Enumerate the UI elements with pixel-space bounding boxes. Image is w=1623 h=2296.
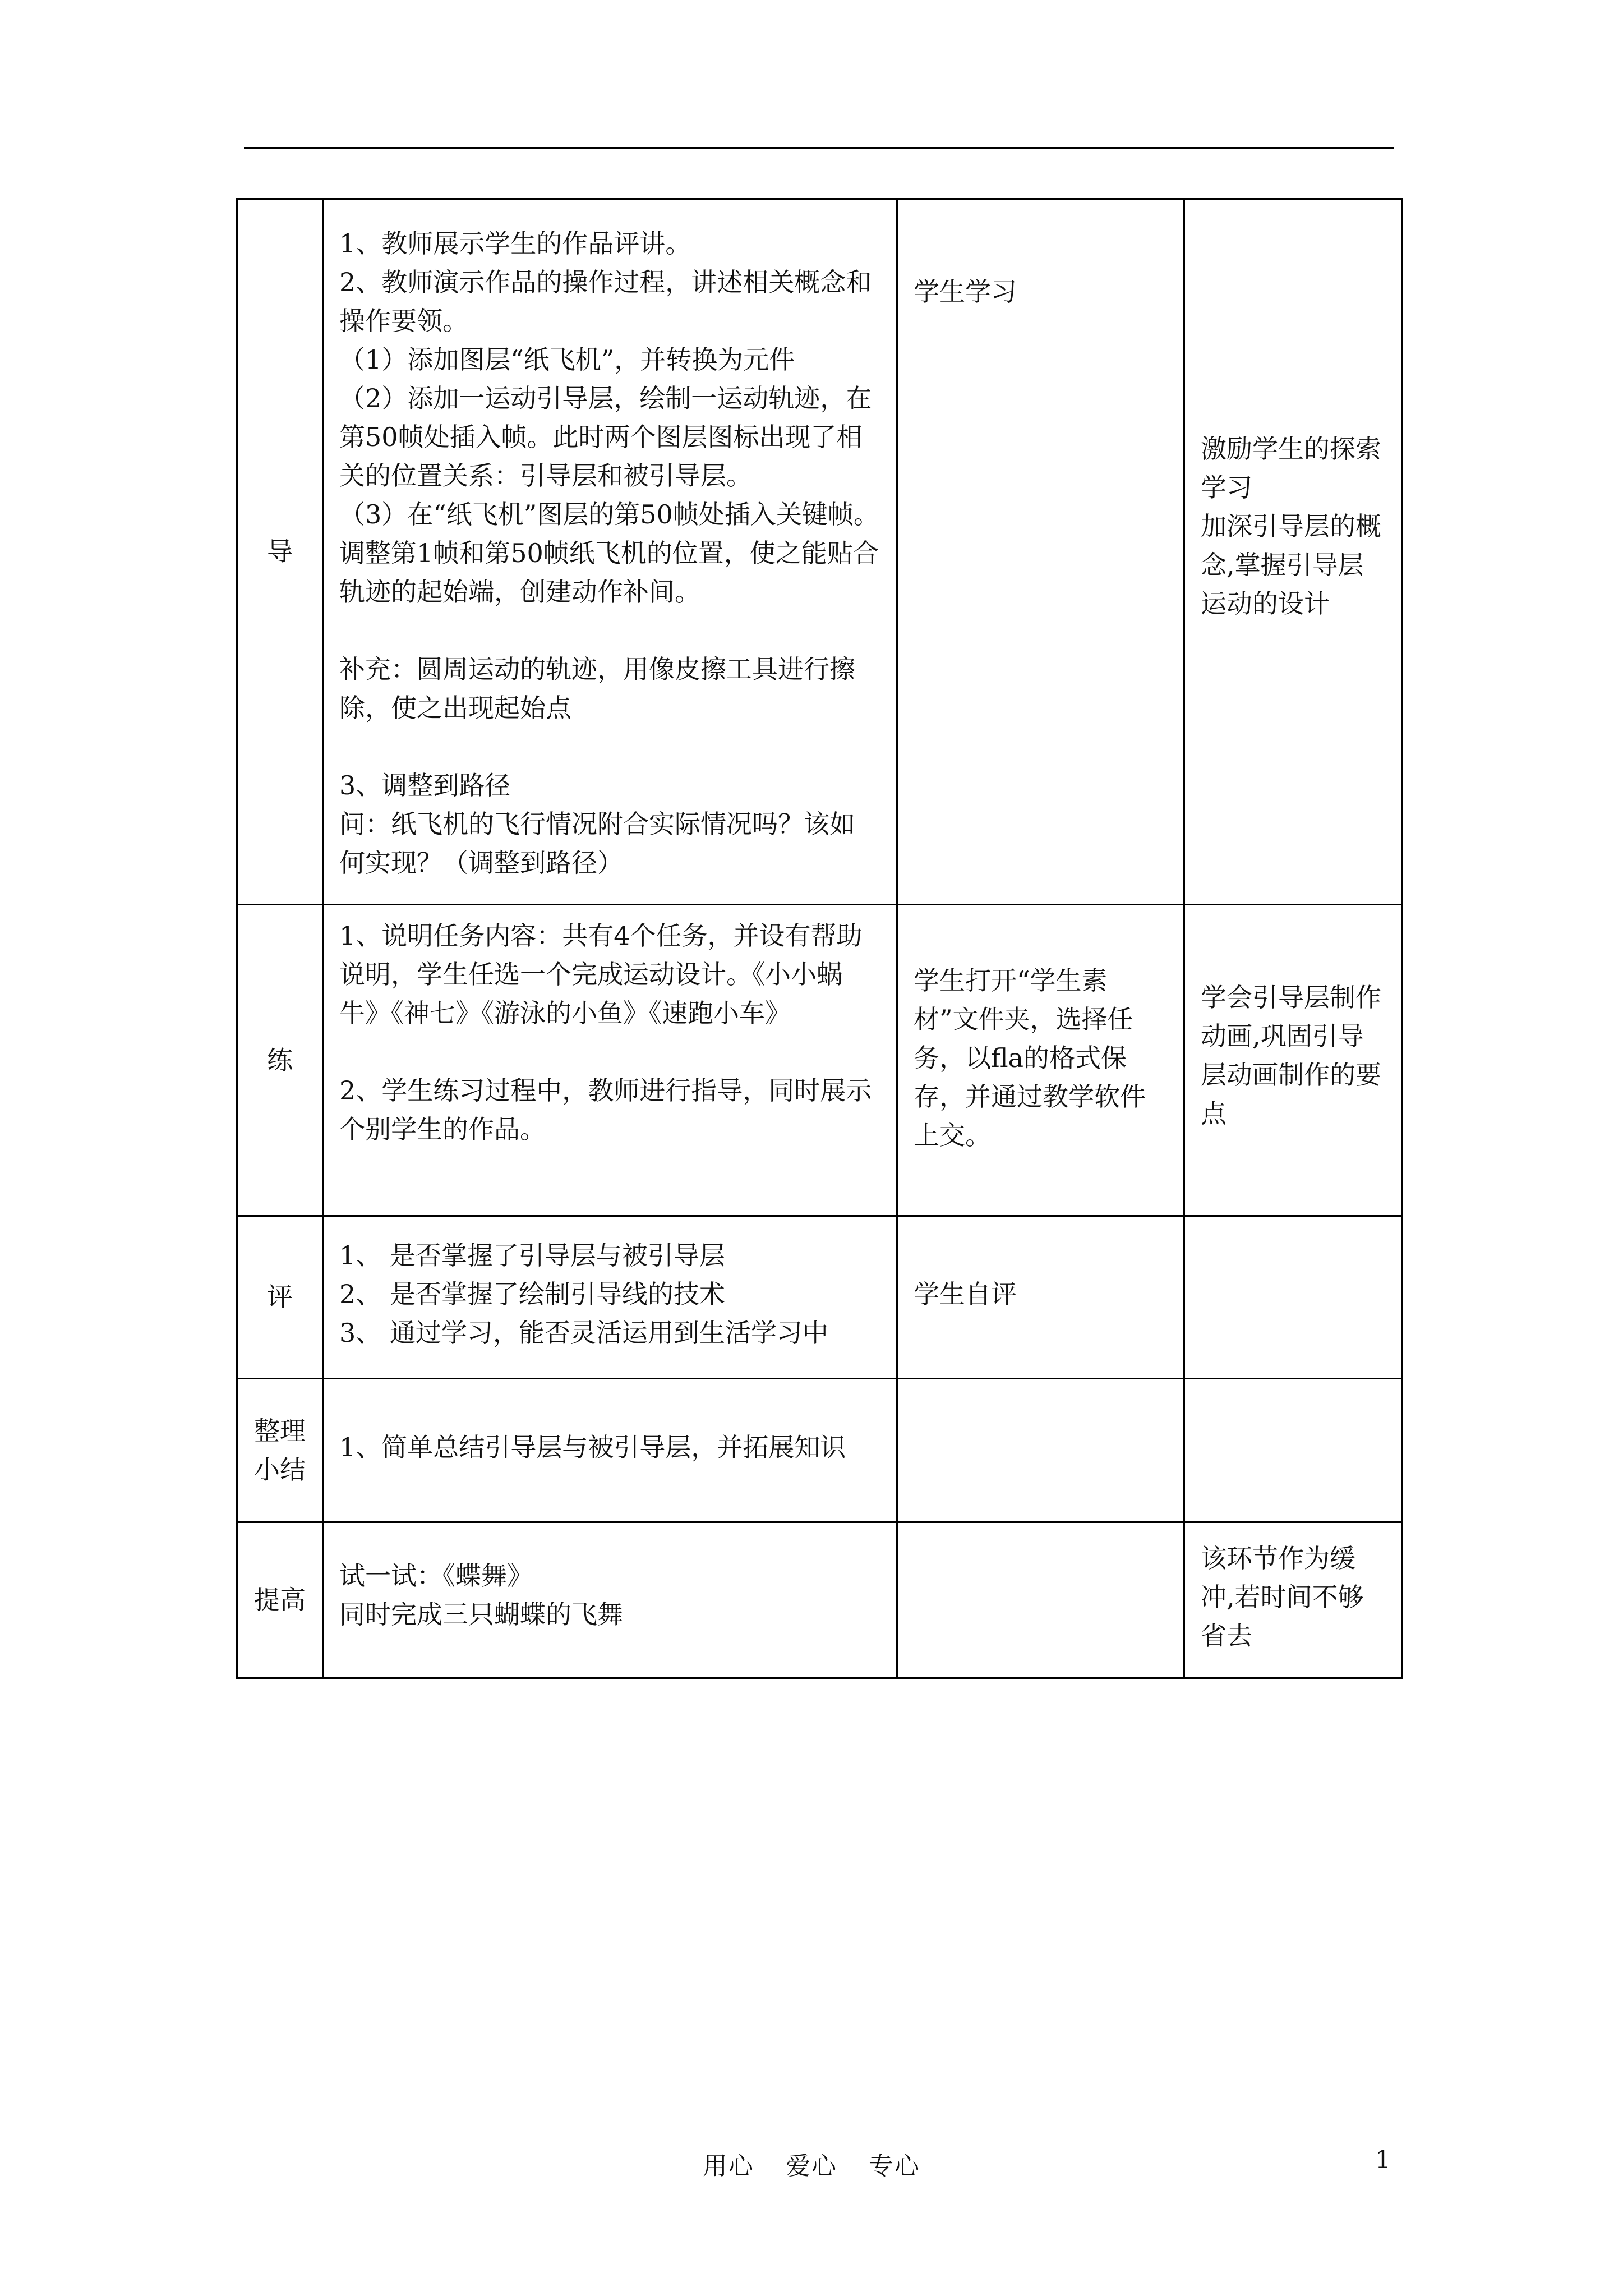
content-line: 1、简单总结引导层与被引导层，并拓展知识 [339,1432,846,1462]
student-activity-text: 学生打开“学生素材”文件夹，选择任务，以fla的格式保存，并通过教学软件上交。 [914,965,1146,1151]
content-line: 3、 通过学习，能否灵活运用到生活学习中 [339,1318,828,1348]
content-cell [323,1522,897,1678]
content-line: 1、说明任务内容：共有4个任务，并设有帮助说明，学生任选一个完成运动设计。《小小蜗牛》《神七》《游泳的小鱼》《速跑小车》 [339,921,863,1028]
content-line: （3）在“纸飞机”图层的第50帧处插入关键帧。调整第1帧和第50帧纸飞机的位置，使之能贴合轨迹的起始端，创建动作补间。 [339,499,879,607]
content-line: 3、调整到路径 [339,770,511,800]
content-cell [323,199,897,905]
content-line: 问：纸飞机的飞行情况附合实际情况吗？该如何实现？（调整到路径） [339,809,855,878]
page-number: 1 [1375,2146,1391,2174]
content-line: 2、 是否掌握了绘制引导线的技术 [339,1279,725,1309]
content-line: 同时完成三只蝴蝶的飞舞 [339,1599,623,1630]
stage-cell [237,1522,323,1678]
content-line: 2、教师演示作品的操作过程，讲述相关概念和操作要领。 [339,267,872,336]
stage-cell [237,1379,323,1522]
student-activity-cell [897,1216,1184,1379]
stage-label: 提高 [254,1585,306,1615]
student-activity-cell [897,905,1184,1216]
student-activity-text: 学生自评 [914,1279,1017,1309]
content-blank-line [339,728,880,766]
stage-label: 导 [267,536,293,567]
table-row [237,905,1402,1216]
stage-cell [237,905,323,1216]
table-row [237,199,1402,905]
design-purpose-text: 激励学生的探索学习 加深引导层的概念,掌握引导层运动的设计 [1201,434,1381,619]
lesson-plan-table [236,198,1403,1679]
design-purpose-cell [1184,1522,1402,1678]
content-cell [323,1216,897,1379]
stage-cell [237,1216,323,1379]
content-blank-line [339,611,880,650]
content-line: （2）添加一运动引导层，绘制一运动轨迹，在第50帧处插入帧。此时两个图层图标出现了相关的位置关系：引导层和被引导层。 [339,383,872,491]
design-purpose-cell [1184,905,1402,1216]
content-line: 试一试：《蝶舞》 [339,1561,533,1591]
content-line: 1、 是否掌握了引导层与被引导层 [339,1240,725,1271]
student-activity-cell [897,1379,1184,1522]
design-purpose-cell [1184,199,1402,905]
table-row [237,1379,1402,1522]
design-purpose-text: 学会引导层制作动画,巩固引导层动画制作的要点 [1201,982,1381,1129]
content-cell [323,1379,897,1522]
content-cell [323,905,897,1216]
content-blank-line [339,1033,880,1071]
header-rule [244,147,1394,149]
student-activity-cell [897,1522,1184,1678]
student-activity-text: 学生学习 [914,277,1017,307]
page-footer: 用心 爱心 专心 [703,2152,920,2180]
stage-label: 整理小结 [254,1415,306,1485]
stage-label: 练 [267,1045,293,1075]
design-purpose-cell [1184,1379,1402,1522]
content-line: （1）添加图层“纸飞机”，并转换为元件 [339,344,795,375]
stage-cell [237,199,323,905]
table-row [237,1522,1402,1678]
design-purpose-text: 该环节作为缓冲,若时间不够省去 [1201,1543,1364,1651]
table-row [237,1216,1402,1379]
stage-label: 评 [267,1282,293,1312]
content-line: 补充：圆周运动的轨迹，用像皮擦工具进行擦除，使之出现起始点 [339,654,855,723]
content-line: 2、学生练习过程中，教师进行指导，同时展示个别学生的作品。 [339,1075,872,1144]
content-line: 1、教师展示学生的作品评讲。 [339,228,691,259]
student-activity-cell [897,199,1184,905]
design-purpose-cell [1184,1216,1402,1379]
